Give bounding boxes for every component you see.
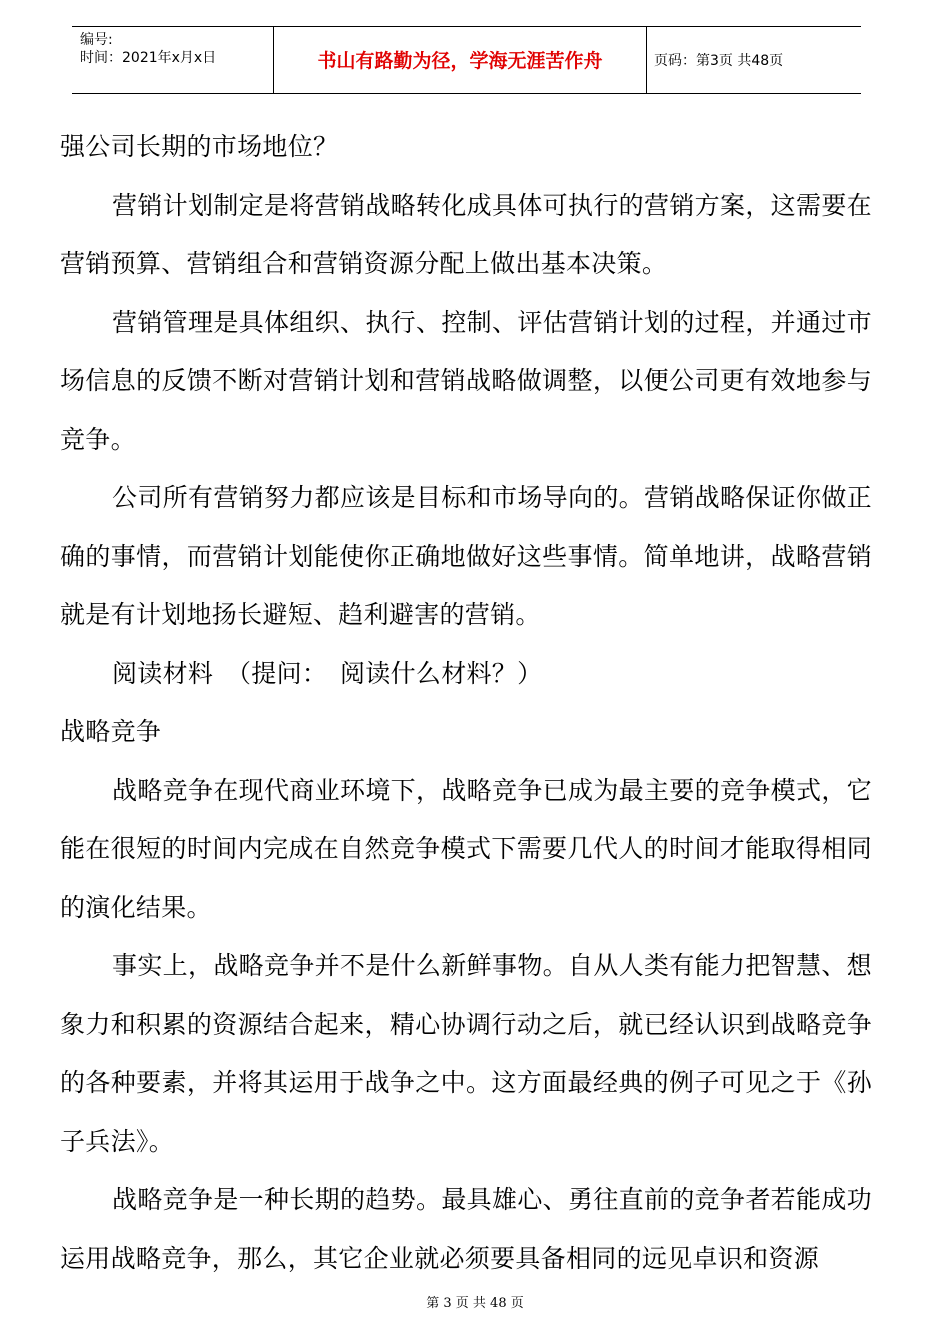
- page-header: [72, 26, 861, 94]
- paragraph: 事实上，战略竞争并不是什么新鲜事物。自从人类有能力把智慧、想象力和积累的资源结合起来，精心协调行动之后，就已经认识到战略竞争的各种要素，并将其运用于战争之中。这方面最经典的例子可见之于《孙子兵法》。: [60, 951, 872, 1156]
- document-body: [60, 118, 872, 1288]
- paragraph: 战略竞争是一种长期的趋势。最具雄心、勇往直前的竞争者若能成功运用战略竞争，那么，其它企业就必须要具备相同的远见卓识和资源: [60, 1185, 872, 1273]
- paragraph: 营销计划制定是将营销战略转化成具体可执行的营销方案，这需要在营销预算、营销组合和营销资源分配上做出基本决策。: [60, 190, 872, 278]
- section-heading: 战略竞争: [60, 717, 162, 746]
- header-meta-cell: [72, 27, 273, 93]
- header-slogan-cell: [273, 27, 647, 93]
- paragraph: 公司所有营销努力都应该是目标和市场导向的。营销战略保证你做正确的事情，而营销计划能使你正确地做好这些事情。简单地讲，战略营销就是有计划地扬长避短、趋利避害的营销。: [60, 483, 872, 629]
- number-label: 编号:: [80, 32, 113, 48]
- paragraph: 战略竞争在现代商业环境下，战略竞争已成为最主要的竞争模式，它能在很短的时间内完成在自然竞争模式下需要几代人的时间才能取得相同的演化结果。: [60, 775, 872, 922]
- page-footer: 第 3 页 共 48 页: [426, 1296, 524, 1311]
- page-info: 页码：第3页 共48页: [654, 53, 784, 69]
- paragraph: 营销管理是具体组织、执行、控制、评估营销计划的过程，并通过市场信息的反馈不断对营销计划和营销战略做调整，以便公司更有效地参与竞争。: [60, 307, 872, 454]
- paragraph-continuation: 强公司长期的市场地位？: [60, 132, 339, 161]
- header-page-cell: [646, 27, 861, 93]
- reading-material-line: 阅读材料 （提问： 阅读什么材料？）: [112, 658, 543, 688]
- date-label: 时间：2021年x月x日: [80, 50, 217, 66]
- slogan: 书山有路勤为径，学海无涯苦作舟: [317, 50, 603, 72]
